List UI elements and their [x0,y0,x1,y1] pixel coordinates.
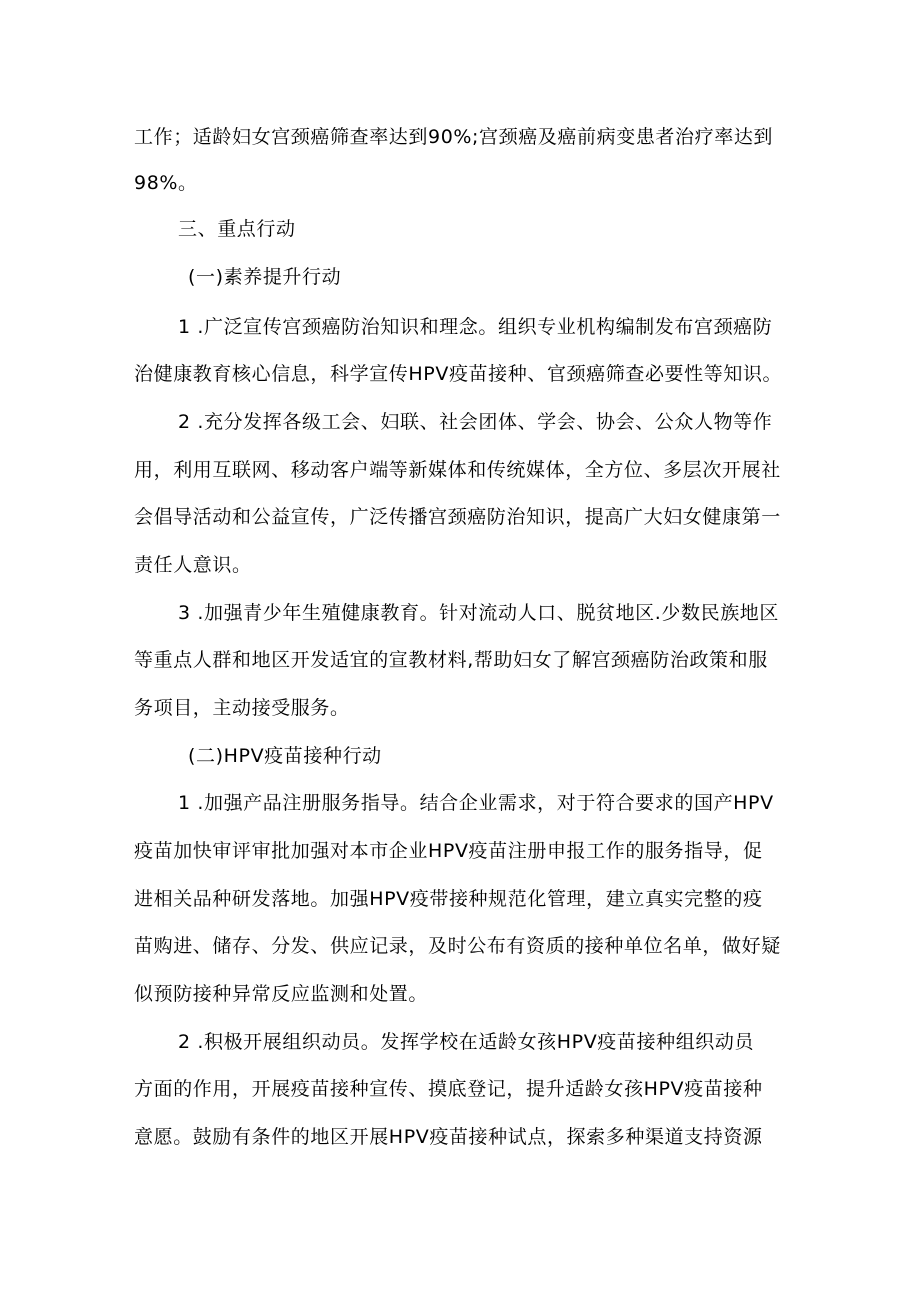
text-line: 会倡导活动和公益宣传，广泛传播宫颈癌防治知识，提高广大妇女健康第一 [134,506,781,528]
text-line: 苗购进、储存、分发、供应记录，及时公布有资质的接种单位名单，做好疑 [134,935,781,957]
text-line: 用，利用互联网、移动客户端等新媒体和传统媒体，全方位、多层次开展社 [134,459,781,481]
text-line: 工作；适龄妇女宫颈癌筛查率达到90%;宫颈癌及癌前病变患者治疗率达到 [134,126,774,148]
text-line: 方面的作用，开展疫苗接种宣传、摸底登记，提升适龄女孩HPV疫苗接种 [134,1078,763,1100]
text-line: 治健康教育核心信息，科学宣传HPV疫苗接种、官颈癌筛查必要性等知识。 [134,363,783,385]
text-line: 等重点人群和地区开发适宜的宣教材料,帮助妇女了解宫颈癌防治政策和服 [134,649,768,671]
text-line: 务项目，主动接受服务。 [134,697,350,719]
section-heading: 三、重点行动 [178,218,296,240]
subsection-heading: (二)HPV疫苗接种行动 [188,745,382,767]
text-line: 似预防接种异常反应监测和处置。 [134,983,429,1005]
paragraph-first-line: 1 .广泛宣传宫颈癌防治知识和理念。组织专业机构编制发布宫颈癌防 [178,316,773,338]
text-line: 疫苗加快审评审批加强对本市企业HPV疫苗注册申报工作的服务指导，促 [134,840,763,862]
text-line: 责任人意识。 [134,554,252,576]
subsection-heading: (一)素养提升行动 [188,266,342,288]
paragraph-first-line: 1 .加强产品注册服务指导。结合企业需求，对于符合要求的国产HPV [178,792,774,814]
paragraph-first-line: 2 .充分发挥各级工会、妇联、社会团体、学会、协会、公众人物等作 [178,411,773,433]
text-line: 98%。 [134,172,198,194]
paragraph-first-line: 2 .积极开展组织动员。发挥学校在适龄女孩HPV疫苗接种组织动员 [178,1031,755,1053]
paragraph-first-line: 3 .加强青少年生殖健康教育。针对流动人口、脱贫地区.少数民族地区 [178,602,780,624]
text-line: 意愿。鼓励有条件的地区开展HPV疫苗接种试点，探索多种渠道支持资源 [134,1126,763,1148]
text-line: 进相关品种研发落地。加强HPV疫带接种规范化管理，建立真实完整的疫 [134,888,763,910]
